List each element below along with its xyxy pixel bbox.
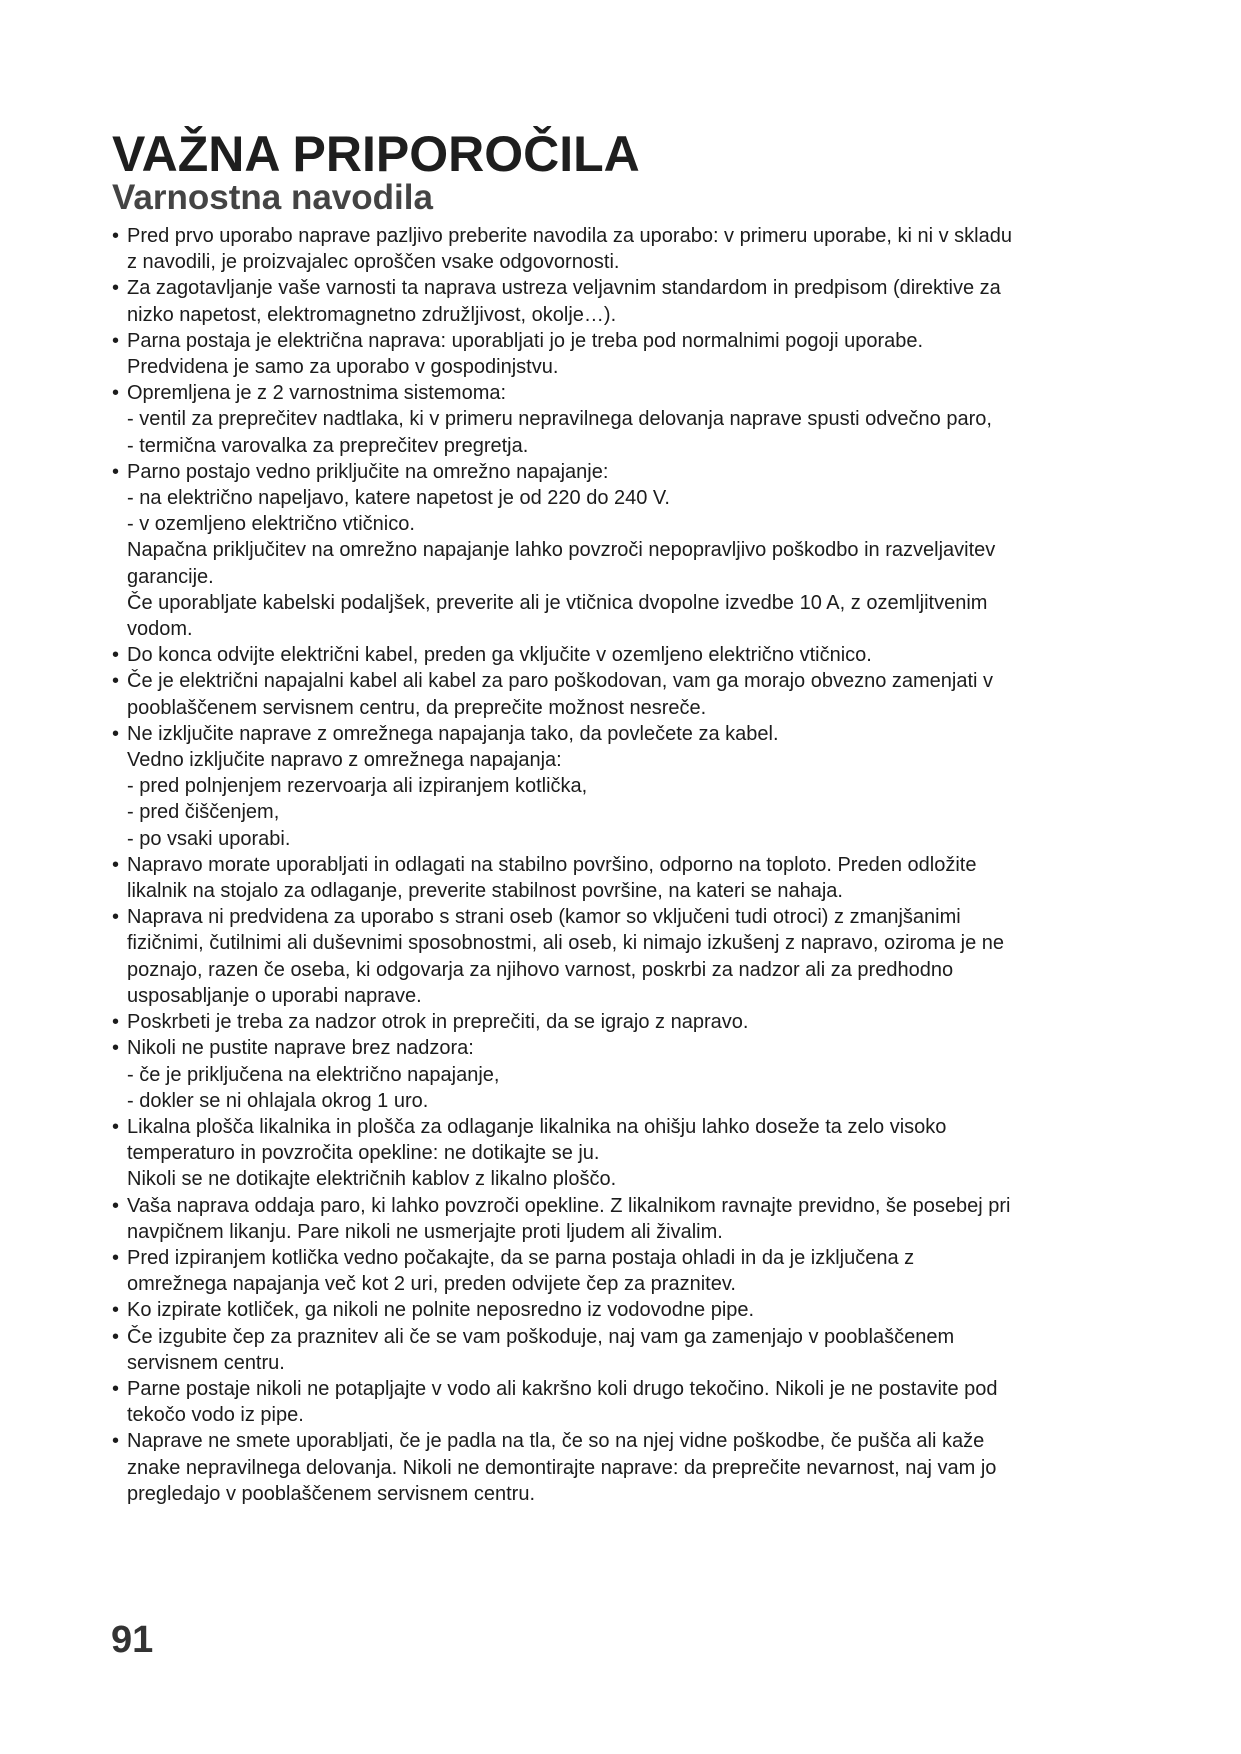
list-item-text: Pred prvo uporabo naprave pazljivo preberite navodila za uporabo: v primeru uporabe, ki ni v skladu [127,225,1012,247]
bullet-icon: • [112,670,120,693]
list-item-text: znake nepravilnega delovanja. Nikoli ne demontirajte naprave: da preprečite nevarnost, naj vam jo [127,1456,997,1479]
list-item-text: Vedno izključite napravo z omrežnega napajanja: [127,749,562,772]
list-item-text: Če izgubite čep za praznitev ali če se vam poškoduje, naj vam ga zamenjajo v pooblaščenem [127,1325,955,1348]
bullet-icon: • [112,1430,120,1453]
list-item [112,380,1132,459]
bullet-icon: • [112,722,120,745]
list-item-text: temperaturo in povzročita opekline: ne dotikajte se ju. [127,1142,600,1165]
list-item [112,904,1132,1009]
list-item-text: - termična varovalka za preprečitev pregretja. [127,434,529,457]
list-item [112,275,1132,327]
list-item-text: Likalna plošča likalnika in plošča za odlaganje likalnika na ohišju lahko doseže ta zelo visoko [127,1115,947,1138]
list-item-text: Parna postaja je električna naprava: uporabljati jo je treba pod normalnimi pogoji uporabe. [127,329,924,352]
list-item-text: Parno postajo vedno priključite na omrežno napajanje: [127,460,609,483]
list-item [112,1009,1132,1035]
list-item-text: - po vsaki uporabi. [127,827,291,850]
list-item-text: Če je električni napajalni kabel ali kabel za paro poškodovan, vam ga morajo obvezno zamenjati v [127,670,994,693]
bullet-icon: • [112,1037,120,1060]
list-item-text: Vaša naprava oddaja paro, ki lahko povzroči opekline. Z likalnikom ravnajte previdno, še posebej pri [127,1194,1011,1217]
bullet-icon: • [112,644,120,667]
list-item-text: - dokler se ni ohlajala okrog 1 uro. [127,1089,429,1112]
list-item-text: vodom. [127,618,193,641]
bullet-icon: • [112,853,120,876]
bullet-icon: • [112,1246,120,1269]
bullet-icon: • [112,277,120,300]
page-title: VAŽNA PRIPOROČILA [112,126,640,182]
list-item-text: Napravo morate uporabljati in odlagati na stabilno površino, odporno na toploto. Preden odložite [127,853,977,876]
list-item-text: Ne izključite naprave z omrežnega napajanja tako, da povlečete za kabel. [127,722,779,745]
list-item-text: Za zagotavljanje vaše varnosti ta naprava ustreza veljavnim standardom in predpisom (direktive za [127,277,1001,300]
list-item-text: Če uporabljate kabelski podaljšek, preverite ali je vtičnica dvopolne izvedbe 10 A, z ozemljitvenim [127,591,988,614]
list-item-text: Nikoli se ne dotikajte električnih kablov z likalno ploščo. [127,1168,617,1191]
list-item-text: - pred polnjenjem rezervoarja ali izpiranjem kotlička, [127,775,588,798]
bullet-icon: • [112,1377,120,1400]
bullet-icon: • [112,460,120,483]
list-item-text: - v ozemljeno električno vtičnico. [127,513,415,536]
list-item-text: omrežnega napajanja več kot 2 uri, preden odvijete čep za praznitev. [127,1273,736,1296]
list-item-text: - na električno napeljavo, katere napetost je od 220 do 240 V. [127,487,670,510]
list-item [112,459,1132,642]
section-title: Varnostna navodila [112,178,433,217]
list-item [112,1297,1132,1323]
list-item [112,668,1132,720]
list-item-text: Poskrbeti je treba za nadzor otrok in preprečiti, da se igrajo z napravo. [127,1011,749,1034]
bullet-icon: • [112,225,120,247]
list-item-text: servisnem centru. [127,1351,285,1374]
list-item-text: fizičnimi, čutilnimi ali duševnimi sposobnostmi, ali oseb, ki nimajo izkušenj z napravo, oziroma je ne [127,932,1005,955]
list-item-text: navpičnem likanju. Pare nikoli ne usmerjajte proti ljudem ali živalim. [127,1220,723,1243]
list-item [112,852,1132,904]
list-item-text: tekočo vodo iz pipe. [127,1404,304,1427]
bullet-icon: • [112,382,120,405]
list-item-text: nizko napetost, elektromagnetno združljivost, okolje…). [127,303,617,326]
list-item-text: garancije. [127,565,214,588]
list-item-text: pooblaščenem servisnem centru, da preprečite možnost nesreče. [127,696,707,719]
safety-instructions-list [112,223,1132,1507]
list-item-text: Parne postaje nikoli ne potapljajte v vodo ali kakršno koli drugo tekočino. Nikoli je ne postavite pod [127,1377,998,1400]
bullet-icon: • [112,1011,120,1034]
list-item-text: Naprave ne smete uporabljati, če je padla na tla, če so na njej vidne poškodbe, če pušča ali kaže [127,1430,985,1453]
page-number: 91 [111,1619,154,1661]
list-item [112,642,1132,668]
list-item-text: likalnik na stojalo za odlaganje, preverite stabilnost površine, na kateri se nahaja. [127,880,843,903]
list-item-text: usposabljanje o uporabi naprave. [127,984,422,1007]
list-item-text: - ventil za preprečitev nadtlaka, ki v primeru nepravilnega delovanja naprave spusti odvečno paro, [127,408,992,431]
list-item-text: - če je priključena na električno napajanje, [127,1063,500,1086]
list-item [112,1428,1132,1507]
list-item-text: poznajo, razen če oseba, ki odgovarja za njihovo varnost, poskrbi za nadzor ali za predhodno [127,958,954,981]
list-item [112,1376,1132,1428]
list-item-text: Ko izpirate kotliček, ga nikoli ne polnite neposredno iz vodovodne pipe. [127,1299,755,1322]
list-item-text: - pred čiščenjem, [127,801,280,824]
list-item-text: Opremljena je z 2 varnostnima sistemoma: [127,382,507,405]
list-item [112,1114,1132,1193]
list-item [112,1035,1132,1114]
list-item [112,721,1132,852]
list-item [112,1245,1132,1297]
bullet-icon: • [112,1299,120,1322]
bullet-icon: • [112,1115,120,1138]
list-item [112,1193,1132,1245]
list-item-text: Napačna priključitev na omrežno napajanje lahko povzroči nepopravljivo poškodbo in razveljavitev [127,539,996,562]
list-item-text: Pred izpiranjem kotlička vedno počakajte, da se parna postaja ohladi in da je izključena z [127,1246,915,1269]
bullet-icon: • [112,1325,120,1348]
list-item-text: Naprava ni predvidena za uporabo s strani oseb (kamor so vključeni tudi otroci) z zmanjšanimi [127,906,961,929]
list-item-text: z navodili, je proizvajalec oproščen vsake odgovornosti. [127,251,620,274]
list-item-text: Predvidena je samo za uporabo v gospodinjstvu. [127,356,559,379]
list-item [112,223,1132,275]
bullet-icon: • [112,906,120,929]
list-item-text: Do konca odvijte električni kabel, preden ga vključite v ozemljeno električno vtičnico. [127,644,872,667]
list-item [112,328,1132,380]
bullet-icon: • [112,1194,120,1217]
bullet-icon: • [112,329,120,352]
list-item [112,1324,1132,1376]
list-item-text: Nikoli ne pustite naprave brez nadzora: [127,1037,474,1060]
list-item-text: pregledajo v pooblaščenem servisnem centru. [127,1482,535,1505]
